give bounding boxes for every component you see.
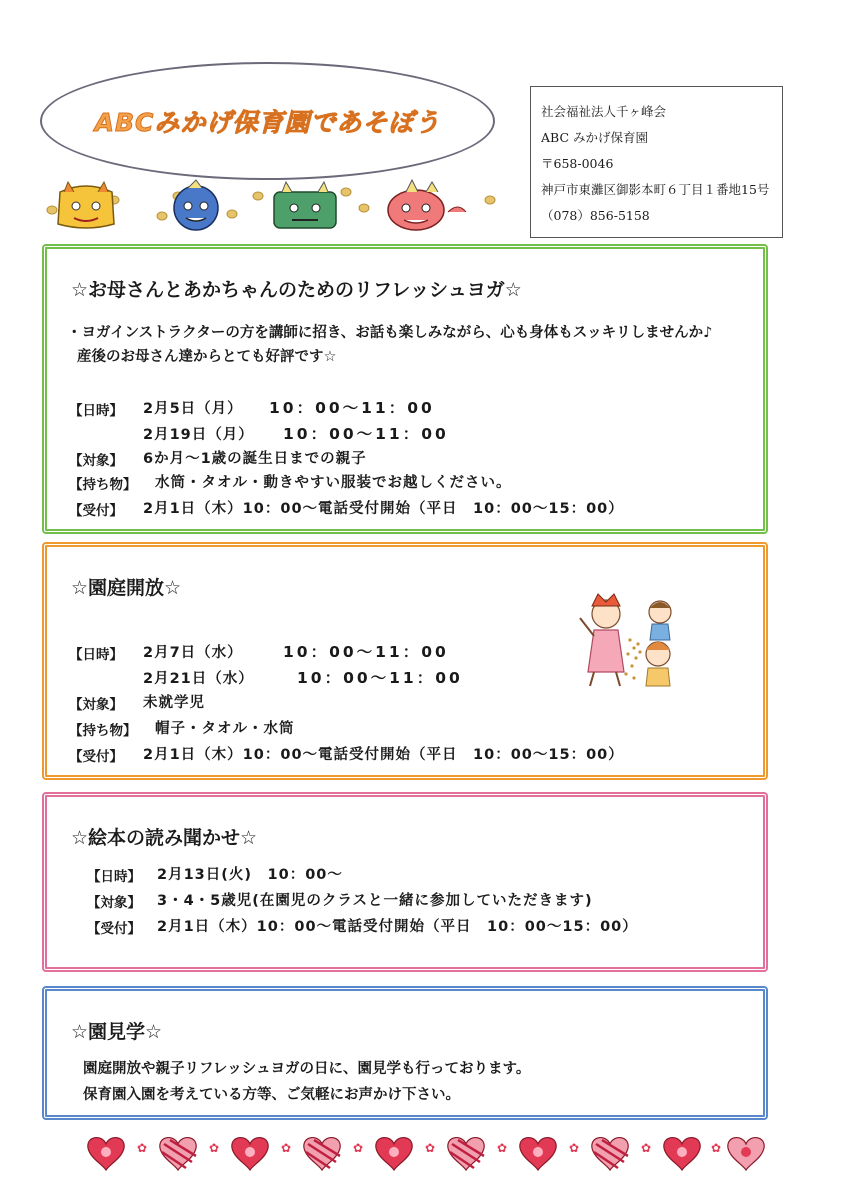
story-date-label: 【日時】 — [87, 869, 141, 885]
yoga-reception-label: 【受付】 — [69, 503, 123, 519]
yoga-reception: 2月1日（木）10：00～電話受付開始（平日 10：00～15：00） — [143, 501, 624, 517]
adult-figure-icon — [580, 594, 624, 686]
svg-text:✿: ✿ — [496, 1141, 508, 1155]
garden-reception-label: 【受付】 — [69, 749, 123, 765]
red-oni-icon — [388, 180, 466, 230]
heart-icon — [728, 1138, 764, 1170]
tour-line-2: 保育園入園を考えている方等、ご気軽にお声かけ下さい。 — [83, 1087, 460, 1103]
garden-date-label: 【日時】 — [69, 647, 123, 663]
star-icon — [137, 1141, 147, 1155]
yoga-time-1: 10：00～11：00 — [269, 399, 435, 417]
heart-icon — [88, 1138, 124, 1170]
heart-icon — [664, 1138, 700, 1170]
yoga-intro-1: ・ヨガインストラクターの方を講師に招き、お話も楽しみながら、心も身体もスッキリしませんか♪ — [67, 325, 713, 341]
story-target-label: 【対象】 — [87, 895, 141, 911]
children-bean-throwing-illustration — [564, 588, 684, 694]
hearts-decoration — [86, 1128, 766, 1178]
svg-text:✿: ✿ — [280, 1141, 292, 1155]
garden-items: 帽子・タオル・水筒 — [155, 721, 295, 737]
yoga-target: 6か月～1歳の誕生日までの親子 — [143, 451, 367, 467]
garden-items-label: 【持ち物】 — [69, 723, 137, 739]
star-icon — [353, 1141, 363, 1155]
org-name: 社会福祉法人千ヶ峰会 — [541, 104, 667, 119]
yoga-items-label: 【持ち物】 — [69, 477, 137, 493]
yoga-date-1: 2月5日（月） — [143, 401, 243, 417]
yoga-section — [42, 244, 768, 534]
star-icon — [209, 1141, 219, 1155]
yoga-date-label: 【日時】 — [69, 403, 123, 419]
tour-line-1: 園庭開放や親子リフレッシュヨガの日に、園見学も行っております。 — [83, 1061, 531, 1077]
garden-target-label: 【対象】 — [69, 697, 123, 713]
svg-text:✿: ✿ — [424, 1141, 436, 1155]
address-box — [530, 86, 783, 238]
svg-text:✿: ✿ — [208, 1141, 220, 1155]
street-address: 神戸市東灘区御影本町６丁目１番地15号 — [541, 182, 770, 197]
tour-section — [42, 986, 768, 1120]
yoga-time-2: 10：00～11：00 — [283, 425, 449, 443]
garden-target: 未就学児 — [143, 695, 205, 711]
svg-text:✿: ✿ — [352, 1141, 364, 1155]
garden-reception: 2月1日（木）10：00～電話受付開始（平日 10：00～15：00） — [143, 747, 624, 763]
svg-text:✿: ✿ — [640, 1141, 652, 1155]
story-title: ☆絵本の読み聞かせ☆ — [71, 827, 258, 849]
story-reception-label: 【受付】 — [87, 921, 141, 937]
garden-date-2: 2月21日（水） — [143, 671, 254, 687]
yoga-target-label: 【対象】 — [69, 453, 123, 469]
child-figure-icon-2 — [646, 642, 670, 686]
garden-date-1: 2月7日（水） — [143, 645, 243, 661]
garden-time-1: 10：00～11：00 — [283, 643, 449, 661]
yoga-date-2: 2月19日（月） — [143, 427, 254, 443]
page-title: ABCみかげ保育園であそぼう — [94, 108, 441, 137]
title-oval — [40, 62, 495, 180]
heart-icon — [520, 1138, 556, 1170]
yoga-intro-2: 産後のお母さん達からとても好評です☆ — [77, 349, 337, 365]
child-figure-icon — [649, 601, 671, 640]
yellow-oni-icon — [58, 182, 114, 228]
star-icon — [569, 1141, 579, 1155]
nursery-name: ABC みかげ保育園 — [541, 130, 648, 145]
blue-oni-icon — [174, 180, 218, 230]
garden-time-2: 10：00～11：00 — [297, 669, 463, 687]
svg-text:✿: ✿ — [710, 1141, 722, 1155]
heart-icon — [592, 1138, 628, 1170]
garden-title: ☆園庭開放☆ — [71, 577, 182, 599]
svg-text:✿: ✿ — [136, 1141, 148, 1155]
oni-decoration — [46, 178, 506, 234]
svg-text:✿: ✿ — [568, 1141, 580, 1155]
heart-icon — [160, 1138, 196, 1170]
beans-icon-2 — [624, 638, 641, 679]
phone-number: （078）856-5158 — [541, 208, 650, 223]
story-target: 3・4・5歳児(在園児のクラスと一緒に参加していただきます) — [157, 893, 593, 909]
heart-icon — [376, 1138, 412, 1170]
green-oni-icon — [274, 182, 336, 228]
star-icon — [497, 1141, 507, 1155]
star-icon — [425, 1141, 435, 1155]
heart-icon — [448, 1138, 484, 1170]
heart-icon — [304, 1138, 340, 1170]
star-icon — [281, 1141, 291, 1155]
heart-icon — [232, 1138, 268, 1170]
postal-code: 〒658-0046 — [541, 156, 614, 171]
star-icon — [641, 1141, 651, 1155]
yoga-items: 水筒・タオル・動きやすい服装でお越しください。 — [155, 475, 512, 491]
yoga-title: ☆お母さんとあかちゃんのためのリフレッシュヨガ☆ — [71, 279, 522, 301]
tour-title: ☆園見学☆ — [71, 1021, 163, 1043]
star-icon — [711, 1141, 721, 1155]
story-date: 2月13日(火) 10：00～ — [157, 867, 343, 883]
story-section — [42, 792, 768, 972]
story-reception: 2月1日（木）10：00～電話受付開始（平日 10：00～15：00） — [157, 919, 638, 935]
